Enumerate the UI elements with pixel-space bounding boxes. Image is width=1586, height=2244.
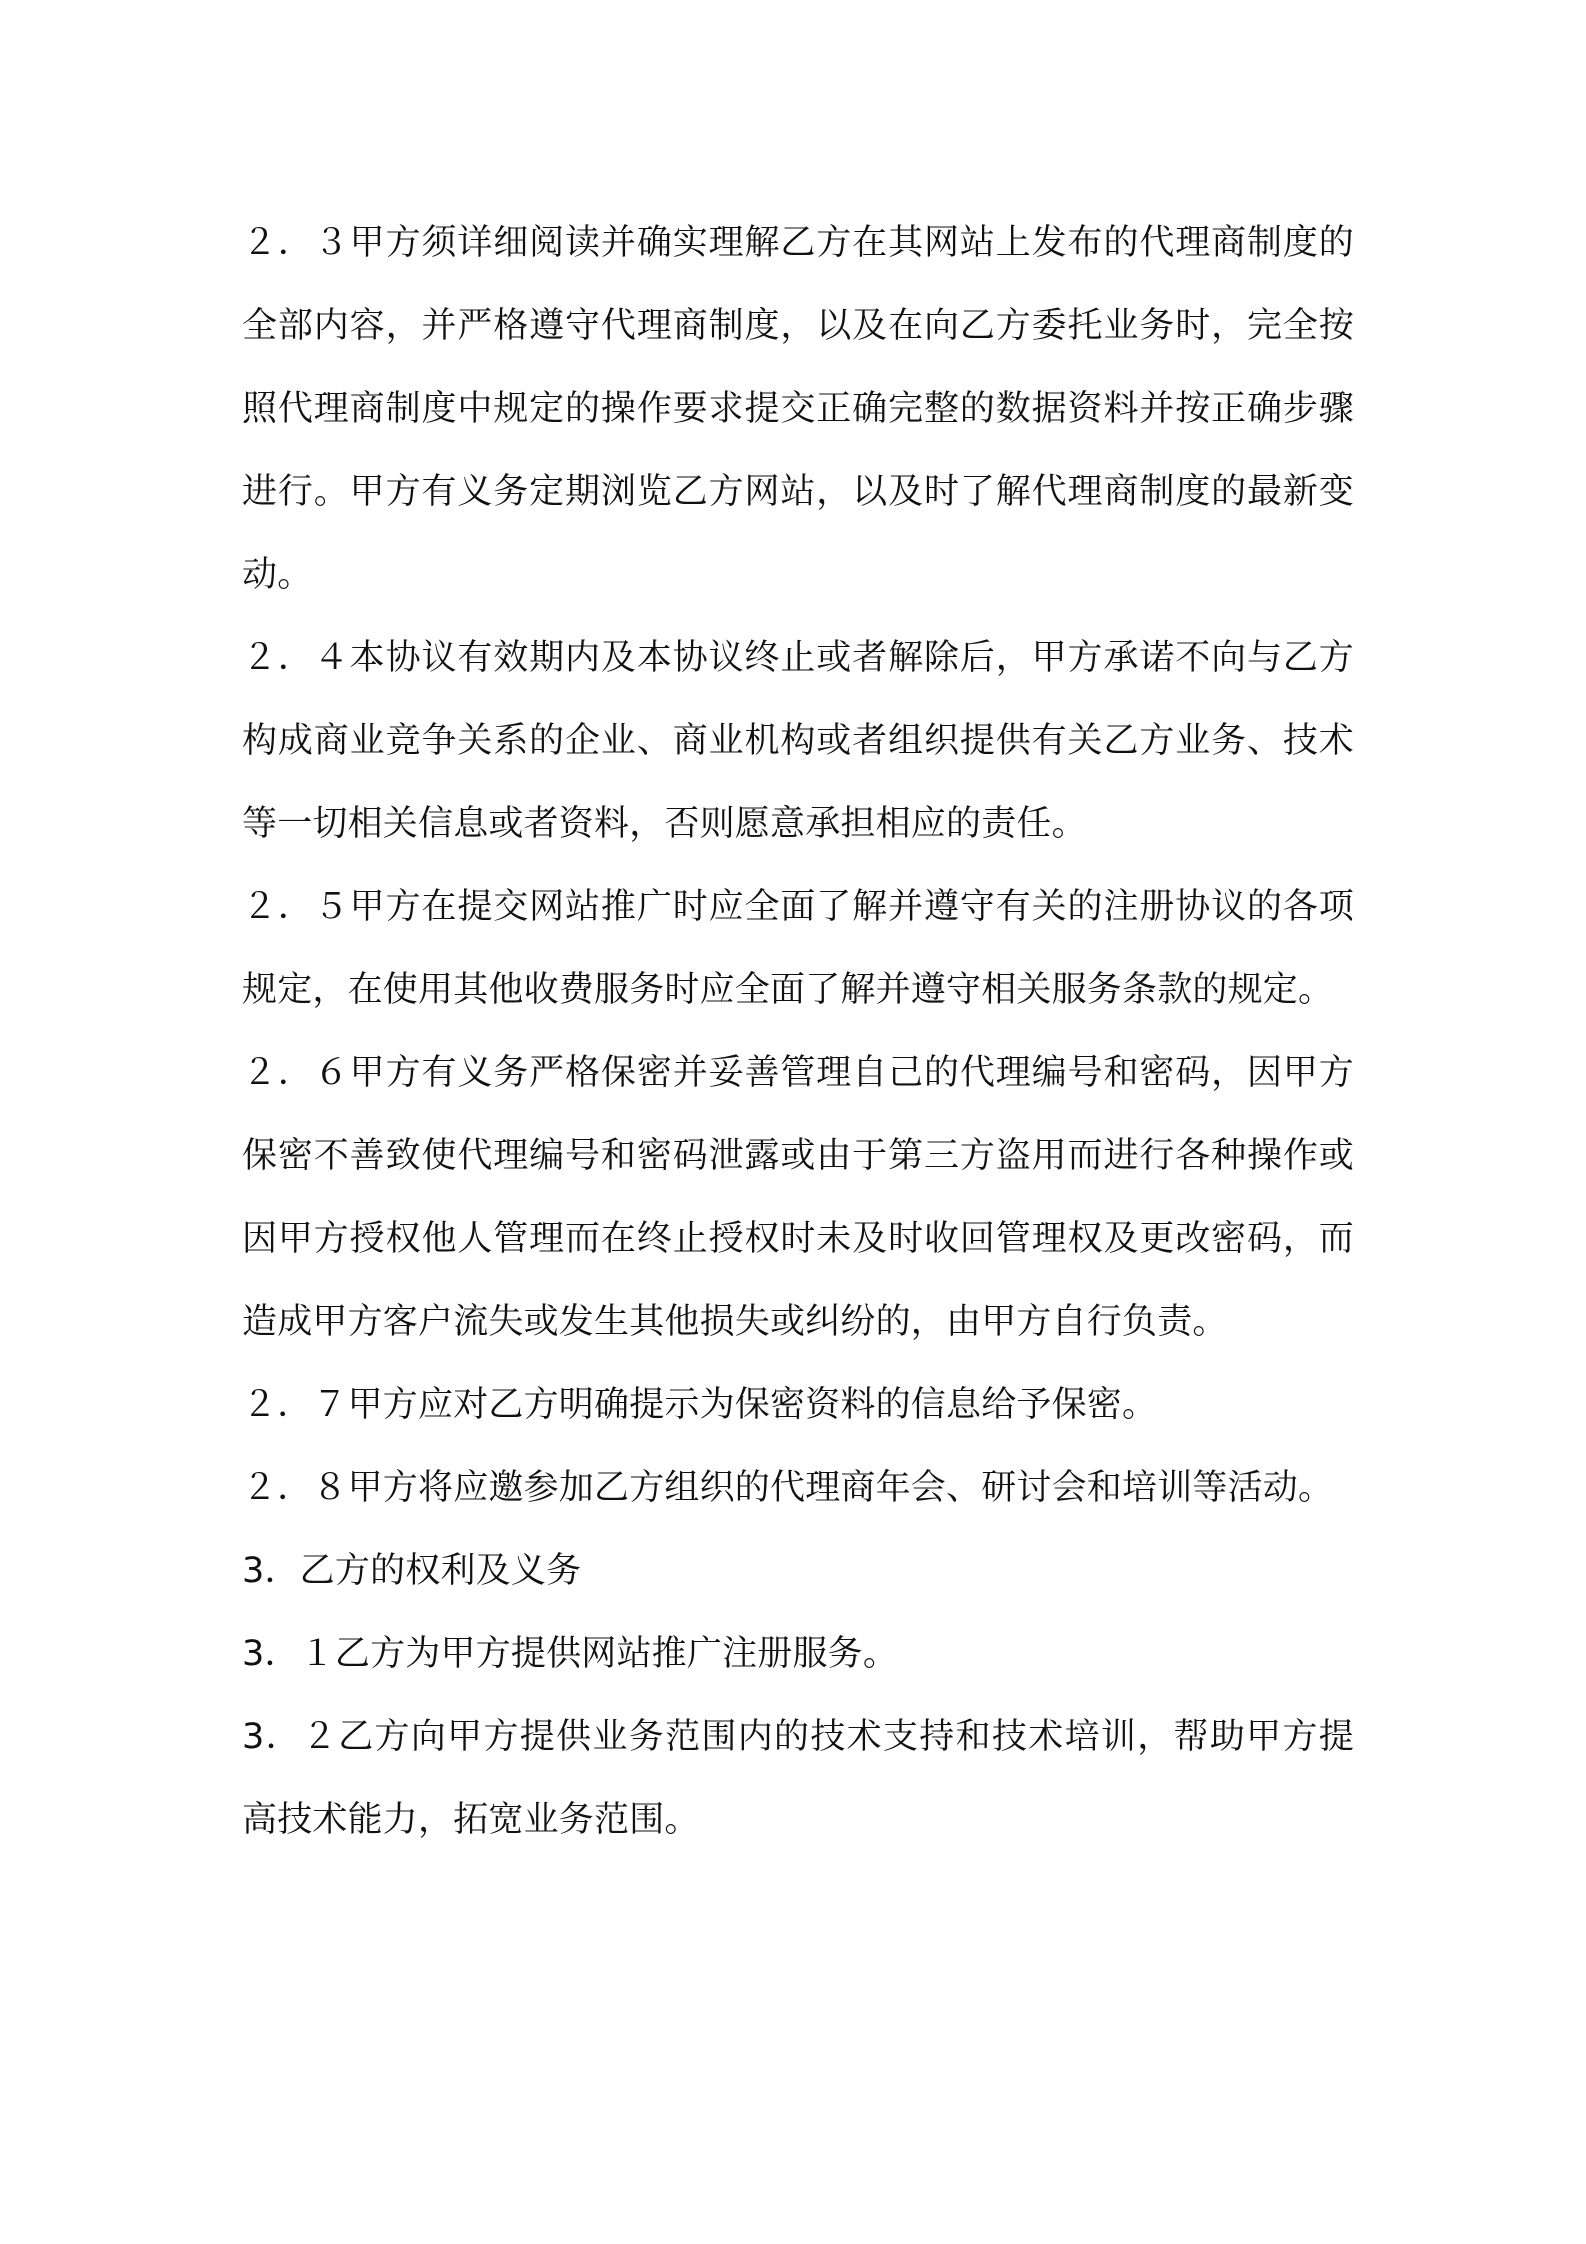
clause-2-8: ２．８甲方将应邀参加乙方组织的代理商年会、研讨会和培训等活动。 xyxy=(242,1468,1334,1508)
clause-2-4: ２．４本协议有效期内及本协议终止或者解除后，甲方承诺不向与乙方构成商业竞争关系的企业、商业机构或者组织提供有关乙方业务、技术等一切相关信息或者资料，否则愿意承担相应的责任。 xyxy=(242,638,1354,844)
clause-2-3: ２．３甲方须详细阅读并确实理解乙方在其网站上发布的代理商制度的全部内容，并严格遵守代理商制度，以及在向乙方委托业务时，完全按照代理商制度中规定的操作要求提交正确完整的数据资料并按正确步骤进行。甲方有义务定期浏览乙方网站，以及时了解代理商制度的最新变动。 xyxy=(242,223,1354,595)
clause-2-6: ２．６甲方有义务严格保密并妥善管理自己的代理编号和密码，因甲方保密不善致使代理编号和密码泄露或由于第三方盗用而进行各种操作或因甲方授权他人管理而在终止授权时未及时收回管理权及更改密码，而造成甲方客户流失或发生其他损失或纠纷的，由甲方自行负责。 xyxy=(242,1053,1354,1342)
clause-2-5: ２．５甲方在提交网站推广时应全面了解并遵守有关的注册协议的各项规定，在使用其他收费服务时应全面了解并遵守相关服务条款的规定。 xyxy=(242,887,1354,1010)
clause-3-2: 3．２乙方向甲方提供业务范围内的技术支持和技术培训，帮助甲方提高技术能力，拓宽业务范围。 xyxy=(242,1717,1354,1840)
document-body xyxy=(242,202,1354,1862)
clause-3-1: 3．１乙方为甲方提供网站推广注册服务。 xyxy=(242,1634,899,1674)
section-3-heading: 3．乙方的权利及义务 xyxy=(242,1551,582,1591)
clause-2-7: ２．７甲方应对乙方明确提示为保密资料的信息给予保密。 xyxy=(242,1385,1158,1425)
